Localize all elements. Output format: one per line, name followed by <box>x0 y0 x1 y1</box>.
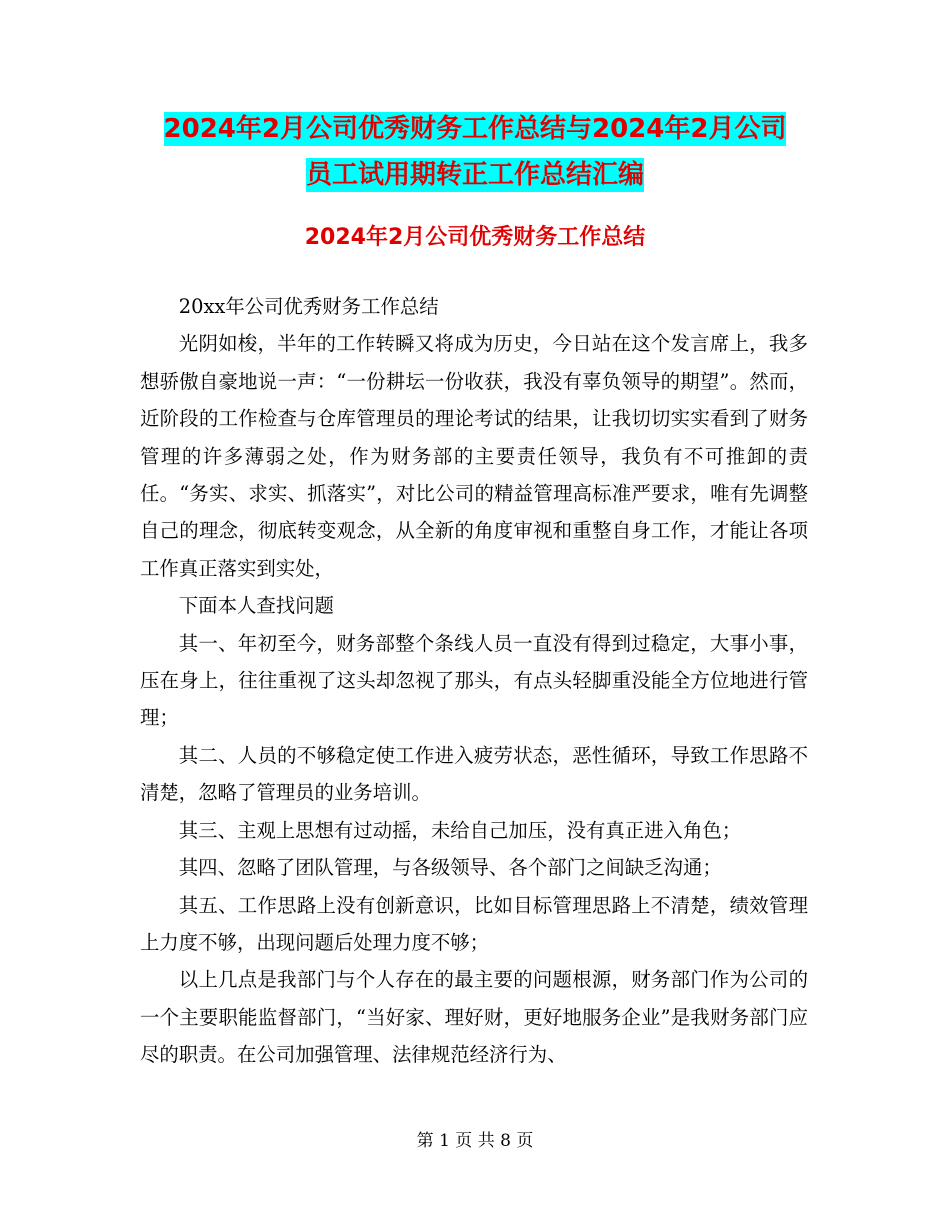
document-body <box>140 288 808 1074</box>
paragraph: 其三、主观上思想有过动摇，未给自己加压，没有真正进入角色； <box>178 818 742 842</box>
paragraph: 其二、人员的不够稳定使工作进入疲劳状态，恶性循环，导致工作思路不清楚，忽略了管理员的业务培训。 <box>140 743 808 805</box>
paragraph: 光阴如梭，半年的工作转瞬又将成为历史，今日站在这个发言席上，我多想骄傲自豪地说一声：“一份耕坛一份收获，我没有辜负领导的期望”。然而，近阶段的工作检查与仓库管理员的理论考试的结果，让我切切实实看到了财务管理的许多薄弱之处，作为财务部的主要责任领导，我负有不可推卸的责任。“务实、求实、抓落实”，对比公司的精益管理高标准严要求，唯有先调整自己的理念，彻底转变观念，从全新的角度审视和重整自身工作，才能让各项工作真正落实到实处， <box>140 332 808 580</box>
page-number-footer: 第 1 页 共 8 页 <box>416 1131 534 1151</box>
paragraph: 其五、工作思路上没有创新意识，比如目标管理思路上不清楚，绩效管理上力度不够，出现问题后处理力度不够； <box>140 893 808 954</box>
document-title-line-1: 2024年2月公司优秀财务工作总结与2024年2月公司 <box>163 114 787 144</box>
paragraph: 以上几点是我部门与个人存在的最主要的问题根源，财务部门作为公司的一个主要职能监督部门，“当好家、理好财，更好地服务企业”是我财务部门应尽的职责。在公司加强管理、法律规范经济行为、 <box>140 968 808 1067</box>
paragraph: 下面本人查找问题 <box>178 594 334 618</box>
paragraph: 其一、年初至今，财务部整个条线人员一直没有得到过稳定，大事小事，压在身上，往往重视了这头却忽视了那头，有点头轻脚重没能全方位地进行管理； <box>140 631 808 730</box>
section-title: 2024年2月公司优秀财务工作总结 <box>304 225 646 250</box>
document-title-line-2: 员工试用期转正工作总结汇编 <box>305 160 644 190</box>
paragraph: 其四、忽略了团队管理，与各级领导、各个部门之间缺乏沟通； <box>178 856 722 880</box>
paragraph: 20xx年公司优秀财务工作总结 <box>178 295 439 318</box>
